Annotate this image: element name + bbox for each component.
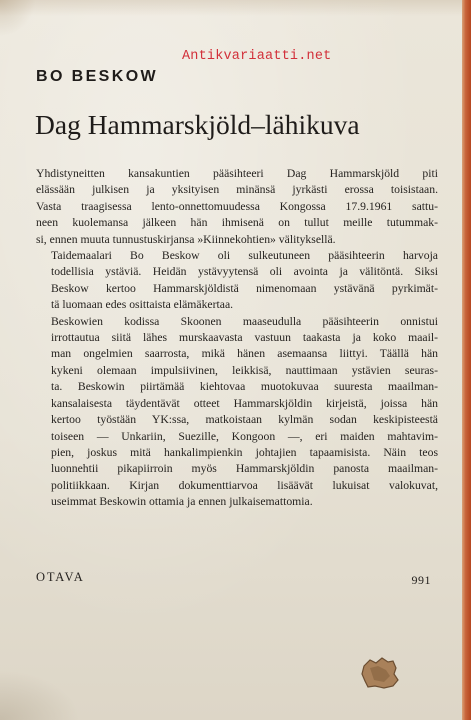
blurb-line: Beskow kertoo Hammarskjöldistä nimenomaan ystävänä pyrkimät-: [51, 281, 438, 295]
torn-paper-damage: [360, 656, 400, 690]
paper-stain-corner: [0, 0, 36, 36]
blurb-line: irrottautua siitä lähes murskaavasta vastuun taakasta ja koko maail-: [51, 331, 438, 345]
blurb-line: Yhdistyneitten kansakuntien pääsihteeri Dag Hammarskjöld piti: [36, 167, 438, 180]
blurb-line: pien, joskus mitä hankalimpienkin johtajien tapaamisista. Näin teos: [51, 445, 438, 459]
paper-stain-top: [0, 0, 471, 16]
spine-edge: [462, 0, 471, 720]
blurb-line: luonnehtii pikapiirroin myös Hammarskjöldin panosta maailman-: [51, 462, 438, 476]
blurb-line: Taidemaalari Bo Beskow oli sulkeutuneen pääsihteerin harvoja: [51, 249, 438, 263]
blurb-line: tä luomaan edes osittaista elämäkertaa.: [51, 298, 234, 312]
blurb-line: todellisia ystäviä. Heidän ystävyytensä oli avointa ja välitöntä. Siksi: [51, 265, 438, 279]
blurb-paragraph-3: [36, 314, 438, 511]
watermark-text: Antikvariaatti.net: [182, 49, 332, 64]
blurb-line: neen kuolemansa jälkeen hän ihmisenä on tullut meille tutummak-: [36, 216, 438, 230]
publisher-name: OTAVA: [36, 570, 85, 584]
blurb-line: man ongelmien saarrosta, mikä hänen asemaansa liittyi. Täällä hän: [51, 347, 438, 361]
blurb-line: kansalaisesta täydentävät otteet Hammarskjöldin kirjeistä, joissa hän: [51, 396, 438, 410]
blurb-line: politiikkaan. Kirjan dokumenttiarvoa lisäävät lukuisat valokuvat,: [51, 478, 438, 492]
blurb-line: Beskowien kodissa Skoonen maaseudulla pääsihteerin onnistui: [51, 314, 438, 328]
book-title: Dag Hammarskjöld–lähikuva: [35, 109, 360, 140]
blurb-line: Vasta traagisessa lento-onnettomuudessa Kongossa 17.9.1961 sattu-: [36, 199, 438, 213]
blurb-paragraph-2: [36, 248, 438, 314]
blurb-paragraph-1: [36, 166, 438, 248]
blurb-line: kykeni olemaan impulsiivinen, leikkisä, nauttimaan ystävien seuras-: [51, 363, 438, 377]
blurb-line: useimmat Beskowin ottamia ja ennen julkaisemattomia.: [51, 495, 313, 509]
blurb-line: si, ennen muuta tunnustuskirjansa »Kiinnekohtien» välityksellä.: [36, 232, 336, 246]
paper-wear-bottom: [0, 670, 80, 720]
blurb-line: ta. Beskowin piirtämää kiehtovaa muotokuvaa suuresta maailman-: [51, 380, 438, 394]
blurb-line: kertoo työstään YK:ssa, matkoistaan kylmän sodan keskipisteestä: [51, 413, 438, 427]
blurb: [36, 166, 438, 511]
blurb-line: elässään julkisen ja yksityisen minänsä jyrkästi erossa toisistaan.: [36, 183, 438, 197]
catalog-number: 991: [411, 573, 431, 587]
author-name: BO BESKOW: [36, 68, 159, 85]
blurb-line: toiseen — Unkariin, Suezille, Kongoon —, eri maiden mahtavim-: [51, 429, 438, 443]
